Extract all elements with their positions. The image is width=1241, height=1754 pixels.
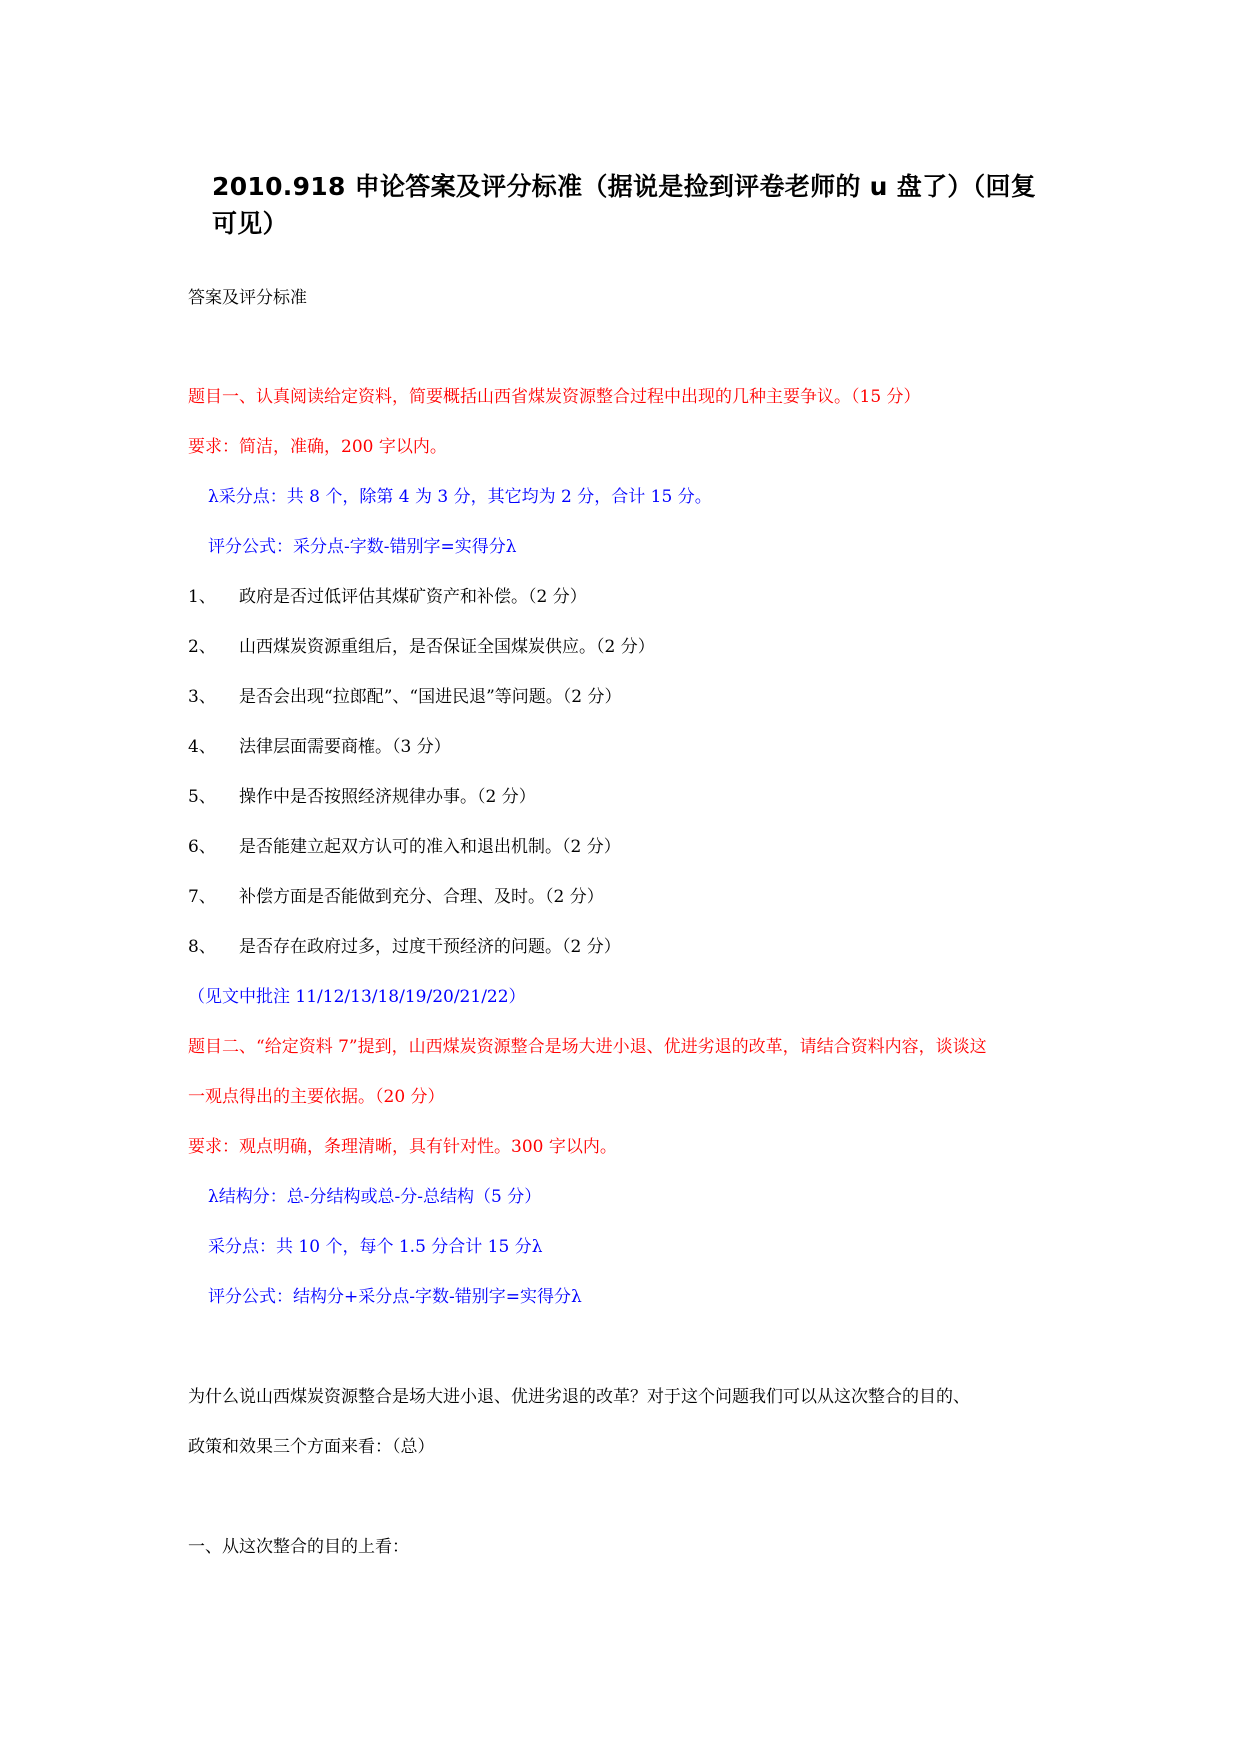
q2-requirement: 要求：观点明确，条理清晰，具有针对性。300 字以内。	[188, 1137, 617, 1157]
subtitle: 答案及评分标准	[188, 288, 307, 308]
q1-note: （见文中批注 11/12/13/18/19/20/21/22）	[188, 987, 526, 1007]
list-item-number: 6、	[188, 837, 216, 857]
list-item-number: 1、	[188, 587, 216, 607]
list-item-text: 山西煤炭资源重组后，是否保证全国煤炭供应。（2 分）	[239, 637, 655, 657]
list-item-number: 5、	[188, 787, 216, 807]
q2-scoring-points: 采分点：共 10 个，每个 1.5 分合计 15 分λ	[208, 1237, 543, 1257]
document-title: 2010.918 申论答案及评分标准（据说是捡到评卷老师的 u 盘了）（回复可见）	[212, 172, 1037, 238]
list-item-text: 是否能建立起双方认可的准入和退出机制。（2 分）	[239, 837, 621, 857]
list-item-text: 政府是否过低评估其煤矿资产和补偿。（2 分）	[239, 587, 587, 607]
q2-question-line2: 一观点得出的主要依据。（20 分）	[188, 1087, 445, 1107]
q1-question: 题目一、认真阅读给定资料，简要概括山西省煤炭资源整合过程中出现的几种主要争议。（15 分）	[188, 387, 921, 407]
list-item-text: 补偿方面是否能做到充分、合理、及时。（2 分）	[239, 887, 604, 907]
q1-formula: 评分公式：采分点-字数-错别字=实得分λ	[208, 537, 517, 557]
list-item	[188, 885, 604, 909]
q2-structure: λ结构分：总-分结构或总-分-总结构（5 分）	[208, 1187, 542, 1207]
list-item-number: 4、	[188, 737, 216, 757]
list-item	[188, 585, 587, 609]
q1-scoring-points: λ采分点：共 8 个，除第 4 为 3 分，其它均为 2 分，合计 15 分。	[208, 487, 712, 507]
list-item-number: 2、	[188, 637, 216, 657]
list-item	[188, 635, 655, 659]
list-item-number: 3、	[188, 687, 216, 707]
list-item	[188, 935, 621, 959]
list-item	[188, 735, 451, 759]
q1-requirement: 要求：简洁，准确，200 字以内。	[188, 437, 447, 457]
list-item-number: 8、	[188, 937, 216, 957]
list-item-text: 操作中是否按照经济规律办事。（2 分）	[239, 787, 536, 807]
list-item-text: 是否存在政府过多，过度干预经济的问题。（2 分）	[239, 937, 621, 957]
list-item-number: 7、	[188, 887, 216, 907]
section-heading: 一、从这次整合的目的上看：	[188, 1537, 409, 1557]
list-item	[188, 685, 621, 709]
answer-paragraph-line1: 为什么说山西煤炭资源整合是场大进小退、优进劣退的改革？对于这个问题我们可以从这次整合的目的、	[188, 1387, 970, 1407]
q2-formula: 评分公式：结构分+采分点-字数-错别字=实得分λ	[208, 1287, 582, 1307]
answer-paragraph-line2: 政策和效果三个方面来看：（总）	[188, 1437, 435, 1457]
list-item	[188, 835, 621, 859]
list-item-text: 是否会出现“拉郎配”、“国进民退”等问题。（2 分）	[239, 687, 622, 707]
list-item-text: 法律层面需要商榷。（3 分）	[239, 737, 451, 757]
q2-question-line1: 题目二、“给定资料 7”提到，山西煤炭资源整合是场大进小退、优进劣退的改革，请结合资料内容，谈谈这	[188, 1037, 987, 1057]
list-item	[188, 785, 536, 809]
